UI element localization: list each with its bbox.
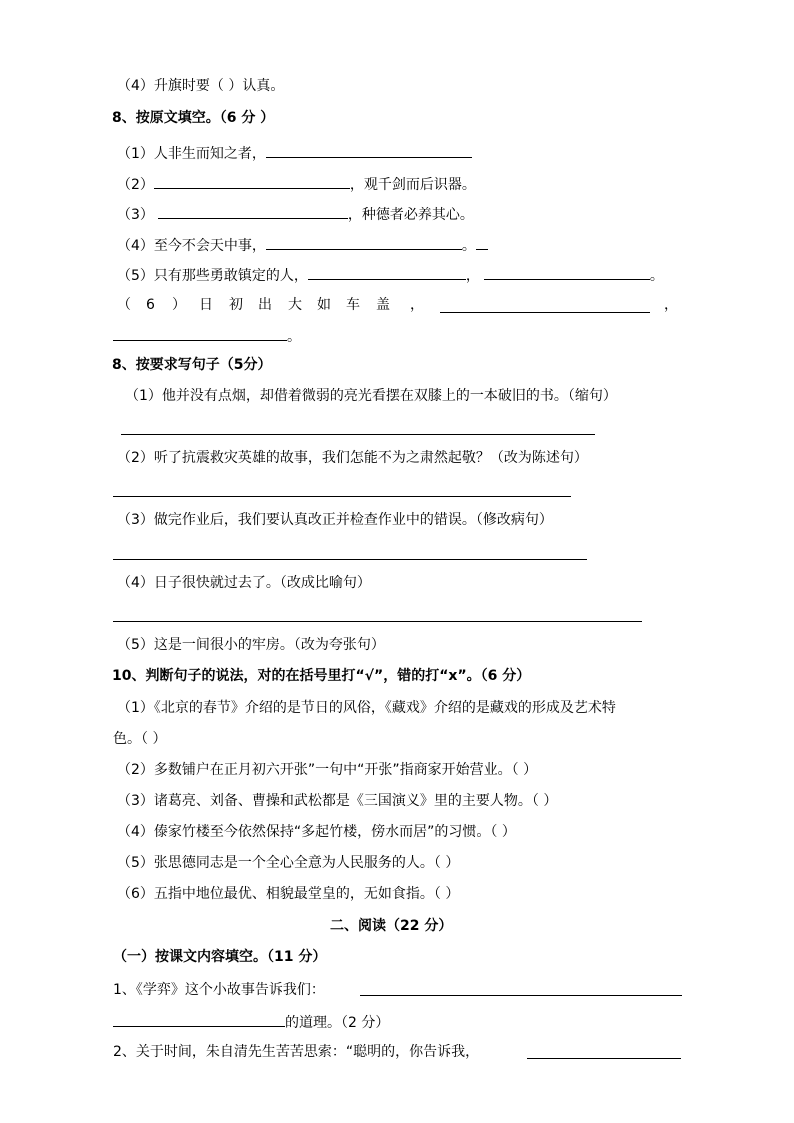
- reading-item-1-suffix: 的道理。（2 分）: [285, 1015, 390, 1031]
- answer-blank[interactable]: [440, 312, 650, 313]
- fill-item-1-text: （1）人非生而知之者，: [117, 146, 266, 162]
- item-6-char: 盖: [376, 297, 390, 313]
- item-6-char: 如: [317, 297, 331, 313]
- fill-item-5-suffix: 。: [649, 268, 664, 284]
- judge-item-2: （2）多数铺户在正月初六开张”一句中“开张”指商家开始营业。（ ）: [117, 762, 538, 778]
- rewrite-item-3: （3）做完作业后，我们要认真改正并检查作业中的错误。（修改病句）: [117, 512, 553, 528]
- subsection-heading: （一）按课文内容填空。（11 分）: [113, 949, 327, 965]
- answer-line[interactable]: [113, 559, 587, 560]
- fill-item-1: [117, 142, 472, 164]
- answer-line[interactable]: [121, 434, 595, 435]
- fill-item-2: [117, 173, 476, 195]
- answer-line[interactable]: [113, 496, 571, 497]
- judge-item-3: （3）诸葛亮、刘备、曹操和武松都是《三国演义》里的主要人物。（ ）: [117, 793, 558, 809]
- answer-blank[interactable]: [154, 173, 350, 189]
- item-6-char: （: [117, 297, 131, 313]
- rewrite-item-4: （4）日子很快就过去了。（改成比喻句）: [117, 575, 371, 591]
- question-4-line: （4）升旗时要（ ）认真。: [117, 78, 285, 94]
- fill-item-6-suffix: 。: [287, 329, 301, 345]
- answer-blank[interactable]: [113, 325, 287, 341]
- item-6-char: 6: [146, 297, 155, 313]
- item-6-char: 日: [199, 297, 213, 313]
- fill-item-2-prefix: （2）: [117, 177, 154, 193]
- section-heading-fill-in: 8、按原文填空。（6 分 ）: [112, 110, 275, 126]
- answer-blank-tail: [476, 234, 488, 250]
- section-heading-judge: 10、判断句子的说法，对的在括号里打“√”，错的打“x”。（6 分）: [112, 668, 531, 684]
- fill-item-5: [117, 264, 664, 286]
- item-6-char: ）: [172, 297, 186, 313]
- item-6-char: 大: [288, 297, 302, 313]
- fill-item-2-suffix: ，观千剑而后识器。: [349, 177, 476, 193]
- answer-blank[interactable]: [158, 203, 348, 219]
- answer-blank[interactable]: [527, 1058, 681, 1059]
- rewrite-item-2: （2）听了抗震救灾英雄的故事，我们怎能不为之肃然起敬？（改为陈述句）: [117, 450, 588, 466]
- rewrite-item-1: （1）他并没有点烟，却借着微弱的亮光看摆在双膝上的一本破旧的书。（缩句）: [125, 388, 617, 404]
- item-6-char: 出: [258, 297, 272, 313]
- fill-item-3-suffix: ，种德者必养其心。: [347, 207, 474, 223]
- reading-item-1-cont: [113, 1011, 389, 1033]
- rewrite-item-5: （5）这是一间很小的牢房。（改为夸张句）: [117, 637, 385, 653]
- item-6-comma: ，: [664, 297, 678, 313]
- section-heading-rewrite: 8、按要求写句子（5分）: [112, 357, 272, 373]
- answer-blank[interactable]: [308, 264, 466, 280]
- item-6-char: 车: [346, 297, 360, 313]
- fill-item-3: [117, 203, 474, 225]
- reading-item-1-text: 1、《学弈》这个小故事告诉我们：: [113, 982, 325, 998]
- item-6-char: 初: [229, 297, 243, 313]
- judge-item-6: （6）五指中地位最优、相貌最堂皇的，无如食指。（ ）: [117, 886, 460, 902]
- fill-item-6-cont: [113, 325, 301, 347]
- reading-item-1: [113, 980, 325, 1000]
- fill-item-3-prefix: （3）: [117, 207, 154, 223]
- item-6-char: ，: [410, 297, 424, 313]
- judge-item-1: （1）《北京的春节》介绍的是节日的风俗，《藏戏》介绍的是藏戏的形成及艺术特: [117, 700, 616, 716]
- answer-blank[interactable]: [484, 264, 650, 280]
- fill-item-4: [117, 234, 488, 256]
- section-title-reading: 二、阅读（22 分）: [330, 918, 453, 934]
- reading-item-2: [113, 1042, 479, 1062]
- reading-item-2-text: 2、关于时间，朱自清先生苦苦思索：“聪明的，你告诉我，: [113, 1044, 480, 1060]
- fill-item-5-mid: ，: [465, 268, 480, 284]
- judge-item-4: （4）傣家竹楼至今依然保持“多起竹楼，傍水而居”的习惯。（ ）: [117, 824, 516, 840]
- fill-item-4-prefix: （4）至今不会天中事，: [117, 238, 266, 254]
- fill-item-4-suffix: 。: [461, 238, 476, 254]
- judge-item-1-cont: 色。（ ）: [113, 731, 167, 747]
- fill-item-5-prefix: （5）只有那些勇敢镇定的人，: [117, 268, 308, 284]
- answer-blank[interactable]: [113, 1011, 285, 1027]
- answer-blank[interactable]: [360, 995, 682, 996]
- judge-item-5: （5）张思德同志是一个全心全意为人民服务的人。（ ）: [117, 855, 460, 871]
- answer-line[interactable]: [113, 621, 642, 622]
- answer-blank[interactable]: [266, 234, 462, 250]
- answer-blank[interactable]: [266, 142, 472, 158]
